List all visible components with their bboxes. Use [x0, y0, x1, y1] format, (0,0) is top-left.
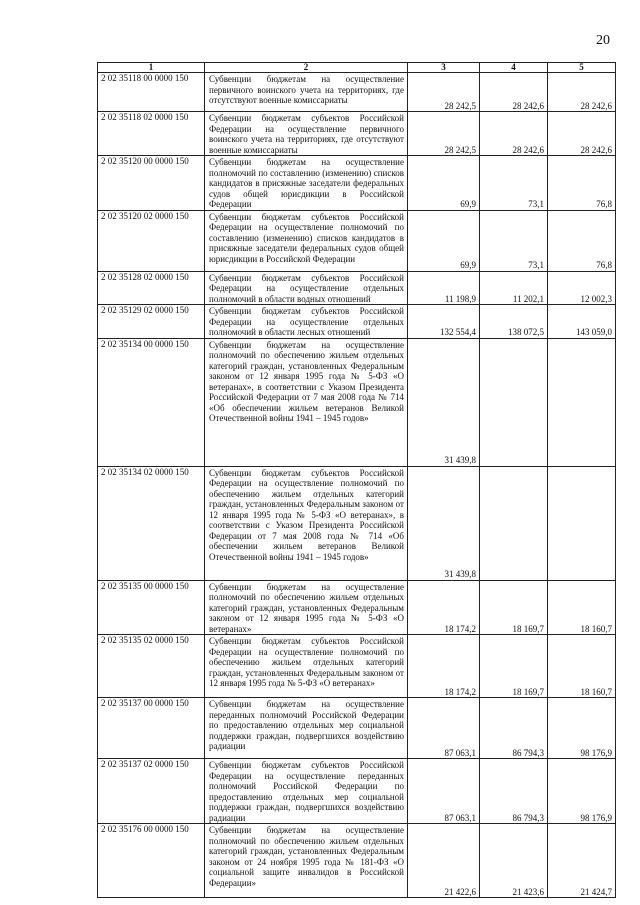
value-col4-cell: 18 169,7: [480, 635, 548, 698]
description-cell: Субвенции бюджетам на осуществление первичного воинского учета на территориях, где отсутствуют военные комиссариаты: [205, 73, 408, 112]
header-row: [98, 63, 616, 73]
table-row: [98, 466, 616, 580]
page-number: 20: [596, 33, 610, 48]
value-col4-cell: [480, 466, 548, 580]
table-row: [98, 210, 616, 271]
value-col4-cell: 21 423,6: [480, 824, 548, 898]
value-col3-cell: 69,9: [408, 210, 480, 271]
value-col4-cell: 73,1: [480, 210, 548, 271]
value-col5-cell: 18 160,7: [548, 635, 616, 698]
description-cell: Субвенции бюджетам субъектов Российской Федерации на осуществление отдельных полномочий в области водных отношений: [205, 271, 408, 305]
value-col5-cell: [548, 466, 616, 580]
value-col3-cell: 18 174,2: [408, 580, 480, 635]
column-header: 3: [408, 63, 480, 73]
table-row: [98, 580, 616, 635]
column-header: 1: [98, 63, 205, 73]
table-row: [98, 759, 616, 824]
value-col5-cell: 98 176,9: [548, 759, 616, 824]
column-header: 5: [548, 63, 616, 73]
description-cell: Субвенции бюджетам на осуществление полномочий по обеспечению жильем отдельных категорий граждан, установленных Федеральным законом от 24 ноября 1995 года № 181-ФЗ «О социальной защите инвалидов в Российской Федерации»: [205, 824, 408, 898]
value-col3-cell: 31 439,8: [408, 466, 480, 580]
column-header: 2: [205, 63, 408, 73]
budget-code-cell: 2 02 35176 00 0000 150: [98, 824, 205, 898]
table-row: [98, 73, 616, 112]
description-cell: Субвенции бюджетам на осуществление полномочий по обеспечению жильем отдельных категорий граждан, установленных Федеральным законом от 12 января 1995 года № 5-ФЗ «О ветеранах», в соответствии с Указом Президента Российской Федерации от 7 мая 2008 года № 714 «Об обеспечении жильем ветеранов Великой Отечественной войны 1941 – 1945 годов»: [205, 338, 408, 466]
budget-code-cell: 2 02 35134 00 0000 150: [98, 338, 205, 466]
description-cell: Субвенции бюджетам субъектов Российской Федерации на осуществление переданных полномочий Российской Федерации по предоставлению отдельных мер социальной поддержки граждан, подвергшихся воздействию радиации: [205, 759, 408, 824]
table-row: [98, 338, 616, 466]
value-col5-cell: 12 002,3: [548, 271, 616, 305]
description-cell: Субвенции бюджетам на осуществление полномочий по обеспечению жильем отдельных категорий граждан, установленных Федеральным законом от 12 января 1995 года № 5-ФЗ «О ветеранах»: [205, 580, 408, 635]
table-row: [98, 156, 616, 211]
value-col3-cell: 11 198,9: [408, 271, 480, 305]
value-col4-cell: 86 794,3: [480, 759, 548, 824]
budget-code-cell: 2 02 35134 02 0000 150: [98, 466, 205, 580]
value-col3-cell: 132 554,4: [408, 305, 480, 339]
budget-code-cell: 2 02 35120 02 0000 150: [98, 210, 205, 271]
budget-code-cell: 2 02 35120 00 0000 150: [98, 156, 205, 211]
table-row: [98, 112, 616, 156]
value-col5-cell: 28 242,6: [548, 73, 616, 112]
table-row: [98, 698, 616, 759]
value-col5-cell: 98 176,9: [548, 698, 616, 759]
table-row: [98, 824, 616, 898]
table-body: [98, 73, 616, 898]
budget-code-cell: 2 02 35129 02 0000 150: [98, 305, 205, 339]
value-col3-cell: 69,9: [408, 156, 480, 211]
description-cell: Субвенции бюджетам субъектов Российской Федерации на осуществление полномочий по обеспечению жильем отдельных категорий граждан, установленных Федеральным законом от 12 января 1995 года № 5-ФЗ «О ветеранах»: [205, 635, 408, 698]
table-row: [98, 635, 616, 698]
value-col4-cell: 73,1: [480, 156, 548, 211]
budget-code-cell: 2 02 35135 00 0000 150: [98, 580, 205, 635]
value-col4-cell: 28 242,6: [480, 73, 548, 112]
value-col5-cell: 76,8: [548, 156, 616, 211]
budget-code-cell: 2 02 35128 02 0000 150: [98, 271, 205, 305]
value-col3-cell: 87 063,1: [408, 698, 480, 759]
budget-table: [97, 62, 616, 898]
value-col4-cell: 138 072,5: [480, 305, 548, 339]
value-col4-cell: 28 242,6: [480, 112, 548, 156]
description-cell: Субвенции бюджетам субъектов Российской Федерации на осуществление отдельных полномочий в области лесных отношений: [205, 305, 408, 339]
value-col5-cell: 18 160,7: [548, 580, 616, 635]
value-col3-cell: 18 174,2: [408, 635, 480, 698]
value-col3-cell: 28 242,5: [408, 73, 480, 112]
description-cell: Субвенции бюджетам на осуществление полномочий по составлению (изменению) списков кандидатов в присяжные заседатели федеральных судов общей юрисдикции в Российской Федерации: [205, 156, 408, 211]
budget-code-cell: 2 02 35137 02 0000 150: [98, 759, 205, 824]
value-col5-cell: 28 242,6: [548, 112, 616, 156]
description-cell: Субвенции бюджетам на осуществление переданных полномочий Российской Федерации по предоставлению отдельных мер социальной поддержки граждан, подвергшихся воздействию радиации: [205, 698, 408, 759]
value-col3-cell: 21 422,6: [408, 824, 480, 898]
value-col4-cell: 11 202,1: [480, 271, 548, 305]
table-row: [98, 271, 616, 305]
description-cell: Субвенции бюджетам субъектов Российской Федерации на осуществление полномочий по обеспечению жильем отдельных категорий граждан, установленных Федеральным законом от 12 января 1995 года № 5-ФЗ «О ветеранах», в соответствии с Указом Президента Российской Федерации от 7 мая 2008 года № 714 «Об обеспечении жильем ветеранов Великой Отечественной войны 1941 – 1945 годов»: [205, 466, 408, 580]
value-col3-cell: 87 063,1: [408, 759, 480, 824]
description-cell: Субвенции бюджетам субъектов Российской Федерации на осуществление первичного воинского учета на территориях, где отсутствуют военные комиссариаты: [205, 112, 408, 156]
budget-code-cell: 2 02 35135 02 0000 150: [98, 635, 205, 698]
budget-code-cell: 2 02 35118 02 0000 150: [98, 112, 205, 156]
budget-code-cell: 2 02 35118 00 0000 150: [98, 73, 205, 112]
value-col5-cell: 143 059,0: [548, 305, 616, 339]
value-col4-cell: 18 169,7: [480, 580, 548, 635]
value-col5-cell: 21 424,7: [548, 824, 616, 898]
value-col3-cell: 28 242,5: [408, 112, 480, 156]
description-cell: Субвенции бюджетам субъектов Российской Федерации на осуществление полномочий по составлению (изменению) списков кандидатов в присяжные заседатели федеральных судов общей юрисдикции в Российской Федерации: [205, 210, 408, 271]
value-col4-cell: [480, 338, 548, 466]
value-col4-cell: 86 794,3: [480, 698, 548, 759]
budget-code-cell: 2 02 35137 00 0000 150: [98, 698, 205, 759]
column-header: 4: [480, 63, 548, 73]
value-col3-cell: 31 439,8: [408, 338, 480, 466]
value-col5-cell: 76,8: [548, 210, 616, 271]
value-col5-cell: [548, 338, 616, 466]
table-row: [98, 305, 616, 339]
